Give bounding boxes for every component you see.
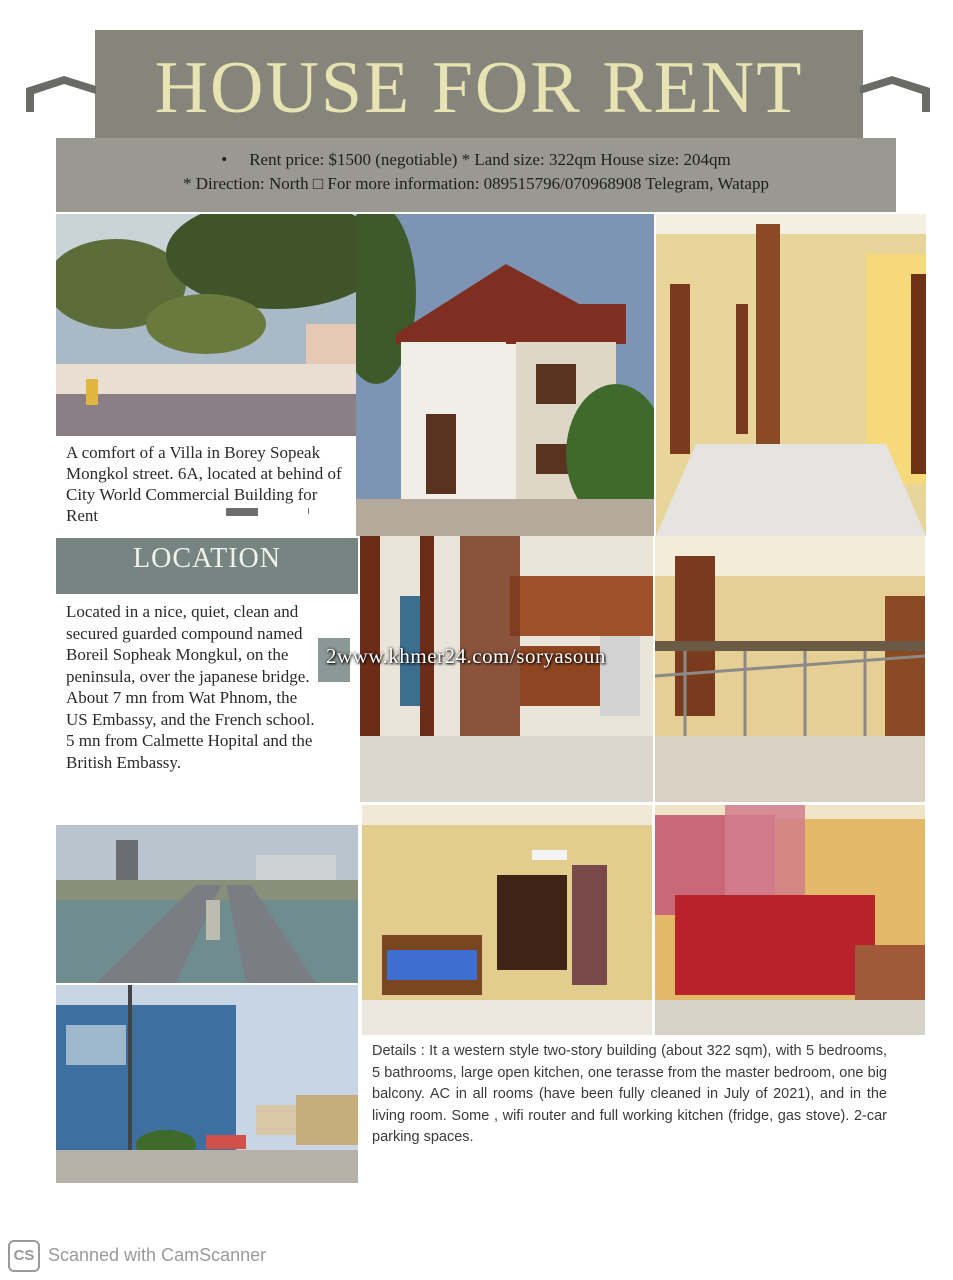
roof-icon — [26, 72, 96, 112]
location-heading: LOCATION — [133, 543, 281, 574]
scan-mark — [226, 508, 258, 516]
info-line-price — [56, 150, 896, 170]
camscanner-logo: CS — [8, 1240, 40, 1272]
details-description: Details : It a western style two-story building (about 322 sqm), with 5 bedrooms, 5 bathrooms, large open kitchen, one terasse from the master bedroom, one big balcony. AC in all rooms (have been fully cleaned in July of 2021), and in the living room. Some , wifi router and full working kitchen (fridge, gas stove). 2-car parking spaces. — [372, 1043, 887, 1145]
villa-exterior-photo — [356, 214, 654, 536]
kitchen-photo — [360, 536, 653, 802]
hallway-photo — [656, 214, 926, 536]
staircase-photo — [655, 536, 925, 802]
bridge-photo — [56, 825, 358, 983]
second-bedroom-photo — [655, 805, 925, 1035]
master-bedroom-photo — [362, 805, 652, 1035]
camscanner-caption: Scanned with CamScanner — [48, 1245, 267, 1265]
scan-mark — [308, 508, 309, 514]
watermark-text: 2www.khmer24.com/soryasoun — [326, 644, 606, 668]
location-description: Located in a nice, quiet, clean and secured guarded compound named Boreil Sopheak Mongkul, on the peninsula, over the japanese bridge. About 7 mn from Wat Phnom, the US Embassy, and the French school. 5 mn from Calmette Hopital and the British Embassy. — [66, 602, 315, 772]
page-title: HOUSE FOR RENT — [154, 47, 804, 129]
bullet-icon: • — [221, 150, 228, 169]
street-photo — [56, 214, 356, 436]
price-text: Rent price: $1500 (negotiable) * Land size: 322qm House size: 204qm — [249, 150, 731, 169]
mall-photo — [56, 985, 358, 1183]
intro-description: A comfort of a Villa in Borey Sopeak Mongkol street. 6A, located at behind of City World Commercial Building for Rent — [66, 443, 342, 525]
roof-icon — [860, 72, 930, 112]
info-line-contact: * Direction: North □ For more information: 089515796/070968908 Telegram, Watapp — [183, 174, 769, 193]
